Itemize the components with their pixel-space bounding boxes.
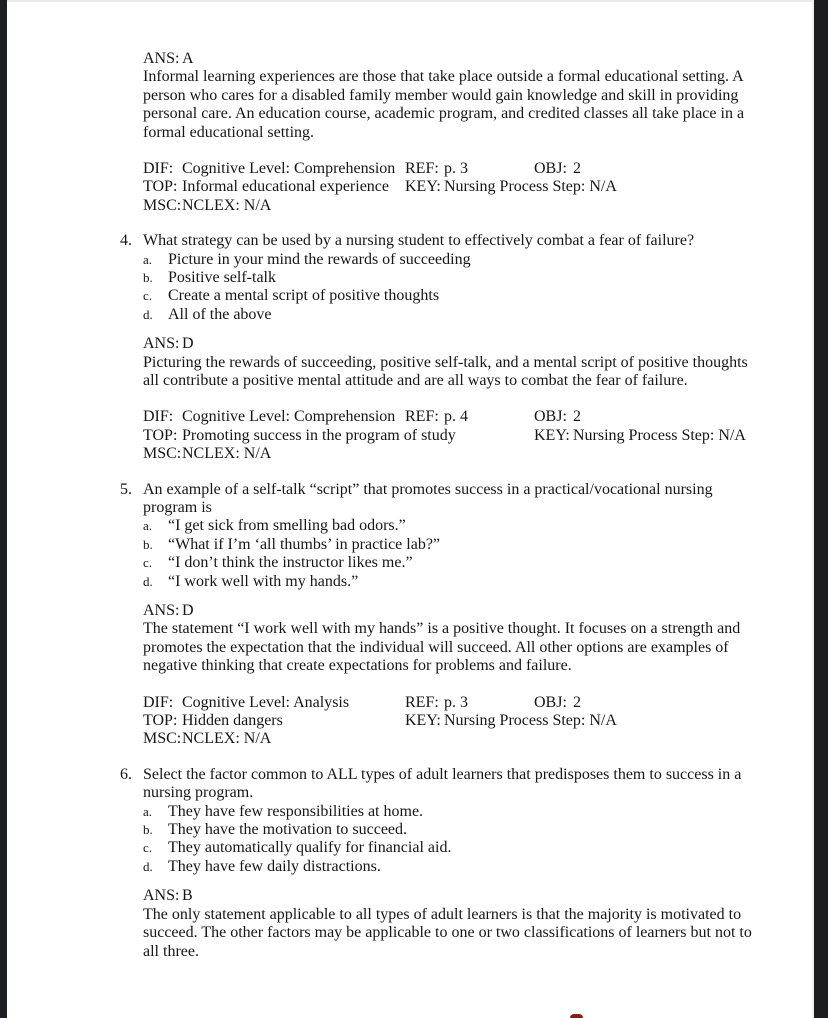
answer-label: ANS: bbox=[143, 50, 180, 67]
msc-value: NCLEX: N/A bbox=[182, 730, 272, 748]
page-top-edge bbox=[7, 0, 812, 2]
ref-label: REF: bbox=[405, 160, 439, 178]
meta-row bbox=[143, 197, 755, 215]
option-text: “I don’t think the instructor likes me.” bbox=[168, 554, 413, 572]
dif-value: Cognitive Level: Comprehension bbox=[182, 160, 396, 178]
option-text: Picture in your mind the rewards of succeeding bbox=[168, 250, 471, 268]
option-row bbox=[143, 536, 755, 554]
msc-label: MSC: bbox=[143, 730, 182, 748]
option-text: “I work well with my hands.” bbox=[168, 572, 359, 590]
option-letter: d. bbox=[143, 306, 153, 322]
question-stem: What strategy can be used by a nursing student to effectively combat a fear of failure? bbox=[143, 232, 695, 250]
answer-value: D bbox=[182, 335, 194, 353]
rationale-text: The statement “I work well with my hands” is a positive thought. It focuses on a strength and promotes the expectation that the individual will succeed. All other options are examples of negative thinking that create expectations for problems and failure. bbox=[143, 620, 741, 675]
obj-value: 2 bbox=[573, 408, 581, 426]
answer-label: ANS: bbox=[143, 335, 180, 353]
ref-value: p. 3 bbox=[444, 693, 468, 711]
option-letter: c. bbox=[143, 288, 153, 304]
obj-value: 2 bbox=[573, 693, 581, 711]
options-list bbox=[143, 251, 755, 325]
answer-value: D bbox=[182, 602, 194, 620]
option-row bbox=[143, 858, 755, 876]
ref-value: p. 3 bbox=[444, 160, 468, 178]
key-value: Nursing Process Step: N/A bbox=[444, 178, 617, 196]
option-row bbox=[143, 306, 755, 324]
option-letter: a. bbox=[143, 803, 153, 819]
answer-line bbox=[143, 335, 755, 353]
question bbox=[120, 765, 755, 961]
reference-block bbox=[143, 160, 755, 215]
option-text: Positive self-talk bbox=[168, 269, 276, 287]
meta-row bbox=[143, 427, 755, 445]
option-text: All of the above bbox=[168, 305, 272, 323]
option-row bbox=[143, 803, 755, 821]
msc-value: NCLEX: N/A bbox=[182, 445, 272, 463]
ref-label: REF: bbox=[405, 693, 439, 711]
key-value: Nursing Process Step: N/A bbox=[444, 712, 617, 730]
option-row bbox=[143, 554, 755, 572]
rationale-text: Informal learning experiences are those that take place outside a formal educational setting. A person who cares for a disabled family member would gain knowledge and skill in providing personal care. An education course, academic program, and credited classes all take place in a formal educational setting. bbox=[143, 68, 745, 141]
answer-line bbox=[143, 50, 755, 68]
options-list bbox=[143, 803, 755, 877]
key-label: KEY: bbox=[405, 178, 441, 196]
answer-line bbox=[143, 887, 755, 905]
top-label: TOP: bbox=[143, 426, 178, 444]
option-text: Create a mental script of positive thoughts bbox=[168, 287, 440, 305]
option-row bbox=[143, 573, 755, 591]
answer-value: A bbox=[182, 50, 194, 67]
ref-label: REF: bbox=[405, 408, 439, 426]
ref-value: p. 4 bbox=[444, 408, 468, 426]
option-text: “What if I’m ‘all thumbs’ in practice lab?” bbox=[168, 535, 441, 553]
meta-row bbox=[143, 178, 755, 196]
meta-row bbox=[143, 445, 755, 463]
option-row bbox=[143, 287, 755, 305]
option-letter: d. bbox=[143, 858, 153, 874]
option-row bbox=[143, 251, 755, 269]
option-letter: d. bbox=[143, 573, 153, 589]
reference-block bbox=[143, 408, 755, 463]
option-text: “I get sick from smelling bad odors.” bbox=[168, 517, 406, 535]
option-row bbox=[143, 517, 755, 535]
answer-block bbox=[143, 50, 755, 215]
answer-label: ANS: bbox=[143, 602, 180, 620]
key-label: KEY: bbox=[405, 712, 441, 730]
answer-value: B bbox=[182, 887, 193, 905]
question-stem: Select the factor common to ALL types of adult learners that predisposes them to success in a nursing program. bbox=[143, 765, 742, 802]
msc-label: MSC: bbox=[143, 445, 182, 463]
option-letter: a. bbox=[143, 251, 153, 267]
msc-label: MSC: bbox=[143, 196, 182, 214]
meta-row bbox=[143, 408, 755, 426]
meta-row bbox=[143, 694, 755, 712]
viewer-left-edge bbox=[0, 0, 7, 1018]
rationale-text: Picturing the rewards of succeeding, positive self-talk, and a mental script of positive thoughts all contribute a positive mental attitude and are all ways to combat the fear of failure. bbox=[143, 353, 748, 390]
key-value: Nursing Process Step: N/A bbox=[573, 426, 746, 444]
question bbox=[120, 232, 755, 463]
option-letter: b. bbox=[143, 822, 153, 838]
option-letter: c. bbox=[143, 555, 153, 571]
question-number: 5. bbox=[120, 480, 132, 498]
question-number: 6. bbox=[120, 765, 132, 783]
dif-label: DIF: bbox=[143, 408, 174, 426]
option-letter: a. bbox=[143, 518, 153, 534]
top-value: Promoting success in the program of study bbox=[182, 426, 456, 444]
option-letter: b. bbox=[143, 270, 153, 286]
top-value: Hidden dangers bbox=[182, 712, 283, 730]
top-value: Informal educational experience bbox=[182, 178, 389, 196]
top-label: TOP: bbox=[143, 712, 178, 730]
document-page-content bbox=[120, 50, 755, 961]
obj-label: OBJ: bbox=[534, 160, 567, 178]
option-text: They automatically qualify for financial aid. bbox=[168, 839, 452, 857]
question-stem: An example of a self-talk “script” that promotes success in a practical/vocational nursing program is bbox=[143, 480, 713, 517]
obj-label: OBJ: bbox=[534, 693, 567, 711]
msc-value: NCLEX: N/A bbox=[182, 196, 272, 214]
option-row bbox=[143, 839, 755, 857]
option-text: They have the motivation to succeed. bbox=[168, 821, 408, 839]
key-label: KEY: bbox=[534, 426, 570, 444]
meta-row bbox=[143, 730, 755, 748]
option-text: They have few daily distractions. bbox=[168, 857, 381, 875]
dif-value: Cognitive Level: Comprehension bbox=[182, 408, 396, 426]
answer-line bbox=[143, 602, 755, 620]
option-letter: c. bbox=[143, 840, 153, 856]
option-text: They have few responsibilities at home. bbox=[168, 802, 424, 820]
question-number: 4. bbox=[120, 232, 132, 250]
options-list bbox=[143, 517, 755, 591]
rationale-text: The only statement applicable to all types of adult learners is that the majority is motivated to succeed. The other factors may be applicable to one or two classifications of learners but not to all three. bbox=[143, 905, 752, 960]
viewer-right-edge bbox=[812, 0, 828, 1018]
option-letter: b. bbox=[143, 536, 153, 552]
top-label: TOP: bbox=[143, 178, 178, 196]
dif-label: DIF: bbox=[143, 160, 174, 178]
option-row bbox=[143, 269, 755, 287]
answer-label: ANS: bbox=[143, 887, 180, 905]
obj-label: OBJ: bbox=[534, 408, 567, 426]
dif-value: Cognitive Level: Analysis bbox=[182, 693, 350, 711]
question bbox=[120, 480, 755, 749]
obj-value: 2 bbox=[573, 160, 581, 178]
meta-row bbox=[143, 712, 755, 730]
option-row bbox=[143, 821, 755, 839]
red-mark-partial-glyph bbox=[570, 1014, 583, 1018]
dif-label: DIF: bbox=[143, 693, 174, 711]
reference-block bbox=[143, 694, 755, 749]
meta-row bbox=[143, 160, 755, 178]
